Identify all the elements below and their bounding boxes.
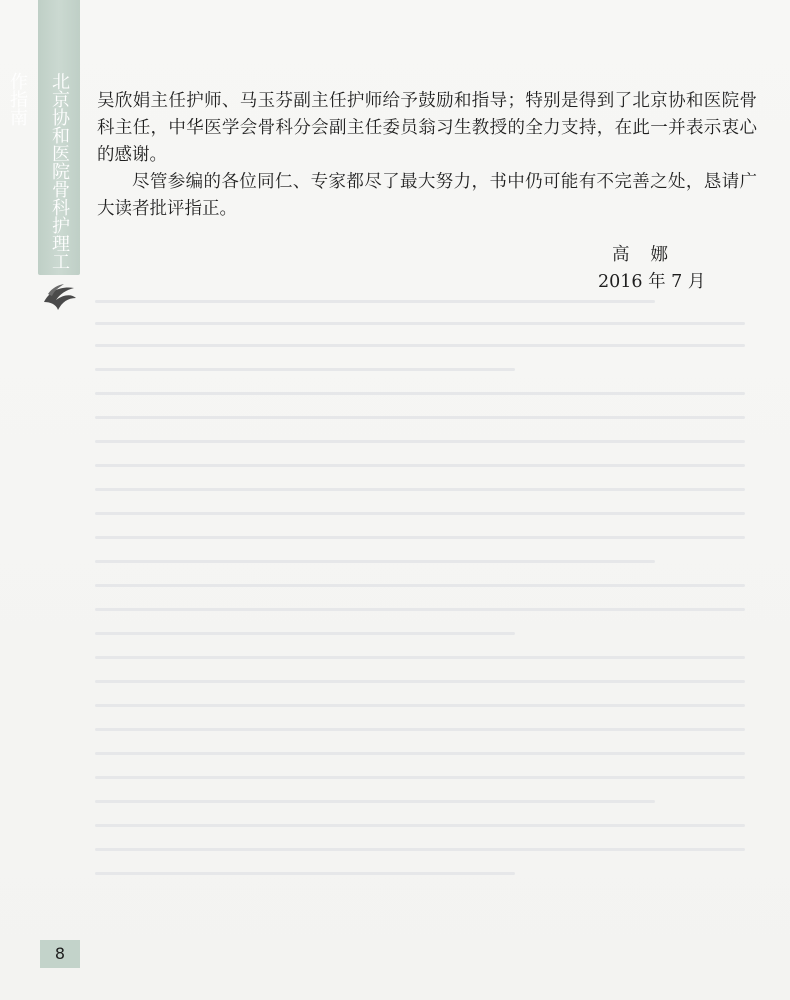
author-name: 高娜 — [612, 245, 689, 265]
signature-date: 2016 年 7 月 — [598, 272, 706, 292]
running-title: 北京协和医院骨科护理工作指南 — [7, 72, 70, 270]
body-text — [97, 88, 757, 223]
swirl-logo-icon — [40, 280, 80, 314]
paragraph-acknowledgement: 吴欣娟主任护师、马玉芬副主任护师给予鼓励和指导；特别是得到了北京协和医院骨科主任，中华医学会骨科分会副主任委员翁习生教授的全力支持，在此一并表示衷心的感谢。 — [97, 91, 757, 165]
paragraph-closing: 尽管参编的各位同仁、专家都尽了最大努力，书中仍可能有不完善之处，恳请广大读者批评指正。 — [97, 172, 757, 219]
side-tab — [7, 0, 80, 275]
page-number: 8 — [40, 940, 80, 968]
